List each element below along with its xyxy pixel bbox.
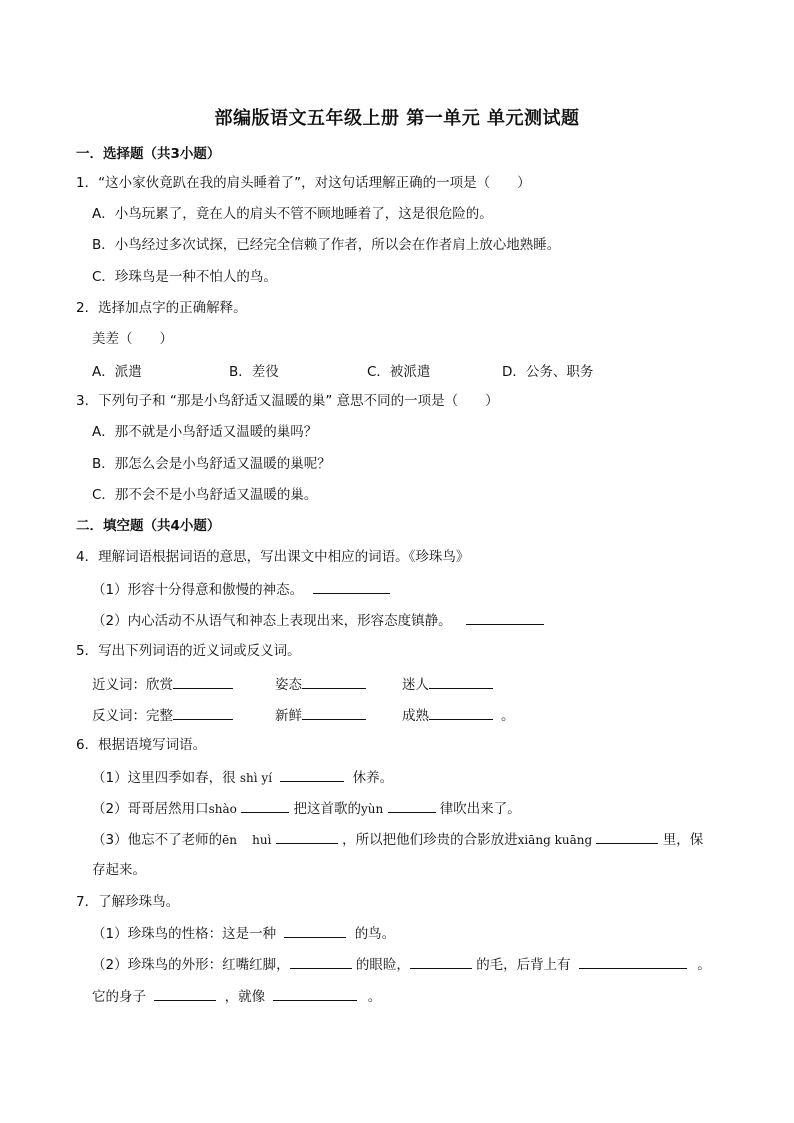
answer-blank[interactable] [154, 986, 216, 1001]
synonym-item-3 [402, 673, 493, 693]
question-6-part-3-text-mid: ，所以把他们珍贵的合影放进 [342, 832, 518, 848]
question-6-part-2-text-end: 律吹出来了。 [439, 801, 521, 817]
sentence-end: 。 [367, 989, 382, 1005]
question-5-antonym-row [92, 704, 692, 724]
question-6-part-1-text: （1）这里四季如春，很 [92, 770, 236, 786]
question-6-part-2 [92, 798, 521, 819]
antonym-item-3 [402, 704, 515, 724]
question-7-part-3 [92, 986, 381, 1007]
question-4-part-2-text: （2）内心活动不从语气和神态上表现出来，形容态度镇静。 [92, 613, 452, 629]
antonym-item-2 [275, 704, 366, 724]
question-7-part-3-text: 它的身子 [92, 989, 146, 1005]
question-5-synonym-row [92, 673, 692, 693]
pinyin: xiāng kuāng [517, 833, 593, 847]
question-7-part-2 [92, 954, 711, 975]
sentence-end: 。 [501, 708, 515, 724]
question-7-part-2-text: （2）珍珠鸟的外形：红嘴红脚， [92, 957, 290, 973]
antonym-item-1 [92, 704, 233, 724]
answer-blank[interactable] [579, 954, 687, 969]
answer-blank[interactable] [284, 923, 346, 938]
question-2-option-b: B．差役 [229, 364, 279, 380]
question-1-option-a: A．小鸟玩累了，竟在人的肩头不管不顾地睡着了，这是很危险的。 [92, 206, 493, 222]
synonym-word: 姿态 [275, 677, 302, 693]
synonym-item-2 [275, 673, 366, 693]
question-7-part-3-text-mid: ，就像 [224, 989, 266, 1005]
question-7-part-2-text-mid: 的眼睑， [355, 957, 410, 973]
page-title: 部编版语文五年级上册 第一单元 单元测试题 [214, 108, 580, 129]
question-3-stem: 3．下列句子和 “那是小鸟舒适又温暖的巢” 意思不同的一项是（ ） [76, 393, 499, 409]
question-6-part-3 [92, 829, 703, 850]
question-6-part-3-continued: 存起来。 [92, 862, 146, 878]
answer-blank[interactable] [280, 767, 344, 782]
section-heading-choice: 一．选择题（共3小题） [76, 146, 221, 162]
answer-blank[interactable] [466, 610, 544, 625]
answer-blank[interactable] [313, 579, 390, 594]
question-6-part-3-text-end: 里，保 [662, 832, 704, 848]
question-2-word: 美差（ ） [92, 331, 173, 347]
answer-blank[interactable] [173, 705, 233, 720]
pinyin: yùn [360, 802, 384, 816]
synonym-item-1 [92, 673, 233, 693]
question-4-part-1-text: （1）形容十分得意和傲慢的神态。 [92, 582, 304, 598]
answer-blank[interactable] [429, 705, 493, 720]
question-1-option-c: C．珍珠鸟是一种不怕人的鸟。 [92, 269, 277, 285]
answer-blank[interactable] [388, 798, 436, 813]
question-4-part-1 [92, 579, 390, 600]
antonym-label: 反义词：完整 [92, 708, 173, 724]
antonym-word: 新鲜 [275, 708, 302, 724]
answer-blank[interactable] [241, 798, 289, 813]
answer-blank[interactable] [410, 954, 472, 969]
antonym-word: 成熟 [402, 708, 429, 724]
pinyin: ēn huì [222, 833, 272, 847]
answer-blank[interactable] [290, 954, 352, 969]
question-1-stem: 1．“这小家伙竟趴在我的肩头睡着了”，对这句话理解正确的一项是（ ） [76, 175, 531, 191]
question-2-option-a: A．派遣 [92, 364, 142, 380]
question-7-part-1 [92, 923, 395, 944]
answer-blank[interactable] [276, 829, 338, 844]
question-3-option-a: A．那不就是小鸟舒适又温暖的巢吗？ [92, 424, 318, 440]
answer-blank[interactable] [173, 674, 233, 689]
answer-blank[interactable] [429, 674, 493, 689]
section-heading-fill: 二．填空题（共4小题） [76, 518, 221, 534]
pinyin: shào [208, 802, 237, 816]
question-6-part-1 [92, 767, 393, 788]
question-3-option-c: C．那不会不是小鸟舒适又温暖的巢。 [92, 487, 318, 503]
question-2-option-d: D．公务、职务 [502, 364, 594, 380]
question-2-option-c: C．被派遣 [367, 364, 431, 380]
question-7-part-1-text-end: 的鸟。 [354, 926, 396, 942]
question-6-part-2-text: （2）哥哥居然用口 [92, 801, 209, 817]
answer-blank[interactable] [596, 829, 658, 844]
question-6-part-2-text-mid: 把这首歌的 [293, 801, 361, 817]
answer-blank[interactable] [302, 705, 366, 720]
sentence-end: 。 [697, 957, 711, 973]
question-6-part-1-text-end: 休养。 [352, 770, 394, 786]
question-7-stem: 7．了解珍珠鸟。 [76, 894, 180, 910]
question-6-stem: 6．根据语境写词语。 [76, 737, 207, 753]
answer-blank[interactable] [302, 674, 366, 689]
question-6-part-3-text: （3）他忘不了老师的 [92, 832, 223, 848]
answer-blank[interactable] [273, 986, 357, 1001]
question-3-option-b: B．那怎么会是小鸟舒适又温暖的巢呢？ [92, 456, 331, 472]
question-4-stem: 4．理解词语根据词语的意思，写出课文中相应的词语。《珍珠鸟》 [76, 549, 470, 565]
question-7-part-2-text-mid2: 的毛，后背上有 [476, 957, 571, 973]
question-1-option-b: B．小鸟经过多次试探，已经完全信赖了作者，所以会在作者肩上放心地熟睡。 [92, 237, 561, 253]
synonym-label: 近义词：欣赏 [92, 677, 173, 693]
question-7-part-1-text: （1）珍珠鸟的性格：这是一种 [92, 926, 277, 942]
question-5-stem: 5．写出下列词语的近义词或反义词。 [76, 643, 301, 659]
question-2-options [92, 360, 692, 380]
pinyin: shì yí [239, 771, 273, 785]
question-2-stem: 2．选择加点字的正确解释。 [76, 300, 247, 316]
synonym-word: 迷人 [402, 677, 429, 693]
question-4-part-2 [92, 610, 544, 631]
